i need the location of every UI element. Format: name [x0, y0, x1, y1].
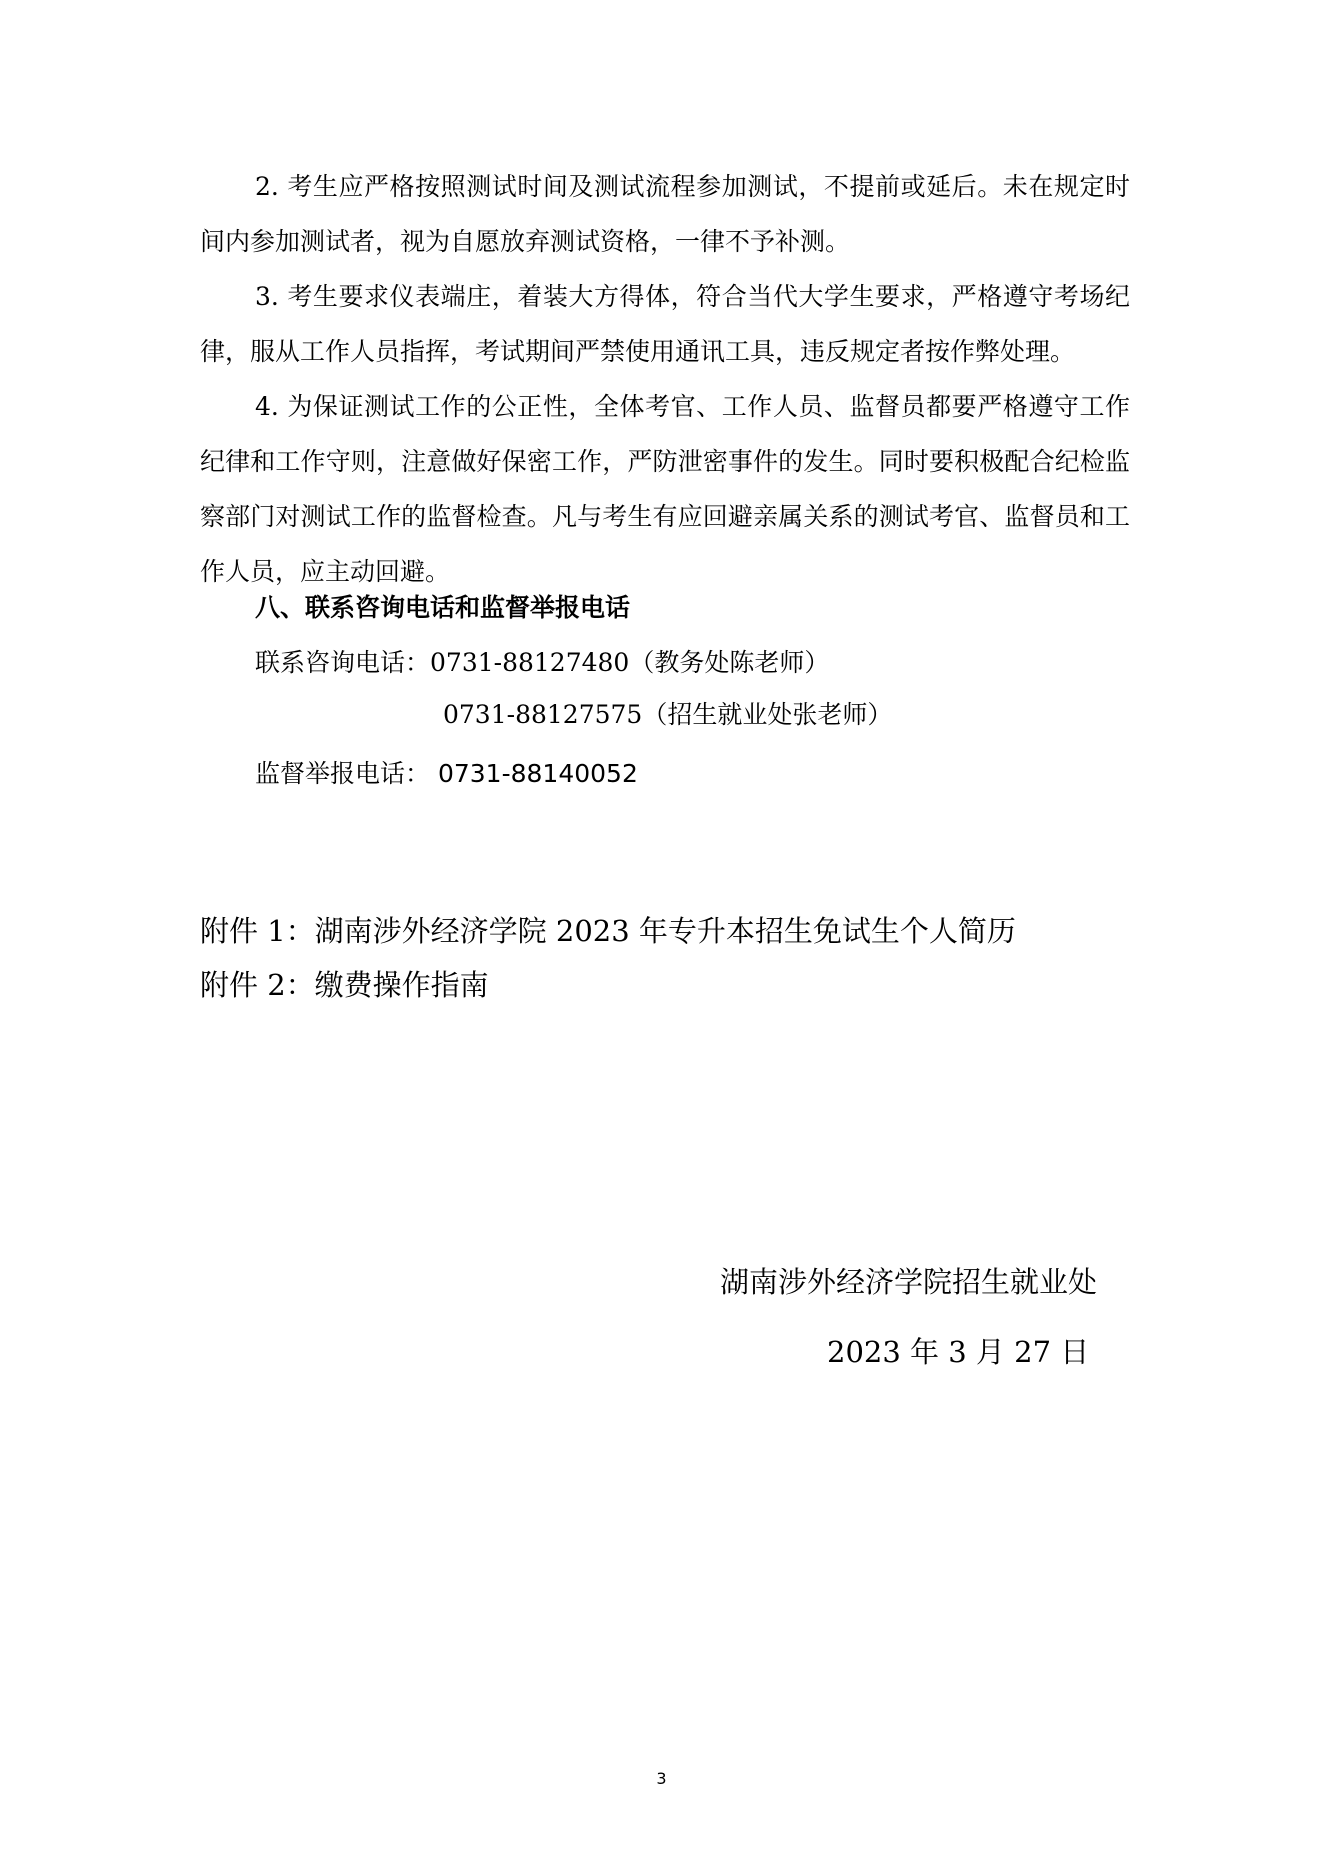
report-phone: 0731-88140052 — [437, 759, 638, 788]
paragraph-item-2: 2. 考生应严格按照测试时间及测试流程参加测试，不提前或延后。未在规定时间内参加测试者，视为自愿放弃测试资格，一律不予补测。 — [200, 172, 1130, 256]
contact-phone-2: 0731-88127575（招生就业处张老师） — [443, 700, 893, 729]
contact-label: 联系咨询电话： — [255, 648, 431, 677]
signature-date: 2023 年 3 月 27 日 — [827, 1335, 1090, 1369]
contact-phone-1: 0731-88127480（教务处陈老师） — [430, 648, 830, 677]
attachment-1: 附件 1：湖南涉外经济学院 2023 年专升本招生免试生个人简历 — [200, 914, 1016, 948]
section-heading: 八、联系咨询电话和监督举报电话 — [255, 593, 631, 622]
page-number: 3 — [656, 1769, 667, 1788]
paragraph-item-4: 4. 为保证测试工作的公正性，全体考官、工作人员、监督员都要严格遵守工作纪律和工作守则，注意做好保密工作，严防泄密事件的发生。同时要积极配合纪检监察部门对测试工作的监督检查。凡与考生有应回避亲属关系的测试考官、监督员和工作人员，应主动回避。 — [200, 392, 1130, 586]
report-line — [255, 756, 638, 792]
paragraph-item-3: 3. 考生要求仪表端庄，着装大方得体，符合当代大学生要求，严格遵守考场纪律，服从工作人员指挥，考试期间严禁使用通讯工具，违反规定者按作弊处理。 — [200, 282, 1130, 366]
contact-line — [255, 645, 829, 681]
attachment-2: 附件 2：缴费操作指南 — [200, 968, 489, 1002]
signature-organization: 湖南涉外经济学院招生就业处 — [720, 1265, 1098, 1299]
report-label: 监督举报电话： — [255, 759, 431, 788]
